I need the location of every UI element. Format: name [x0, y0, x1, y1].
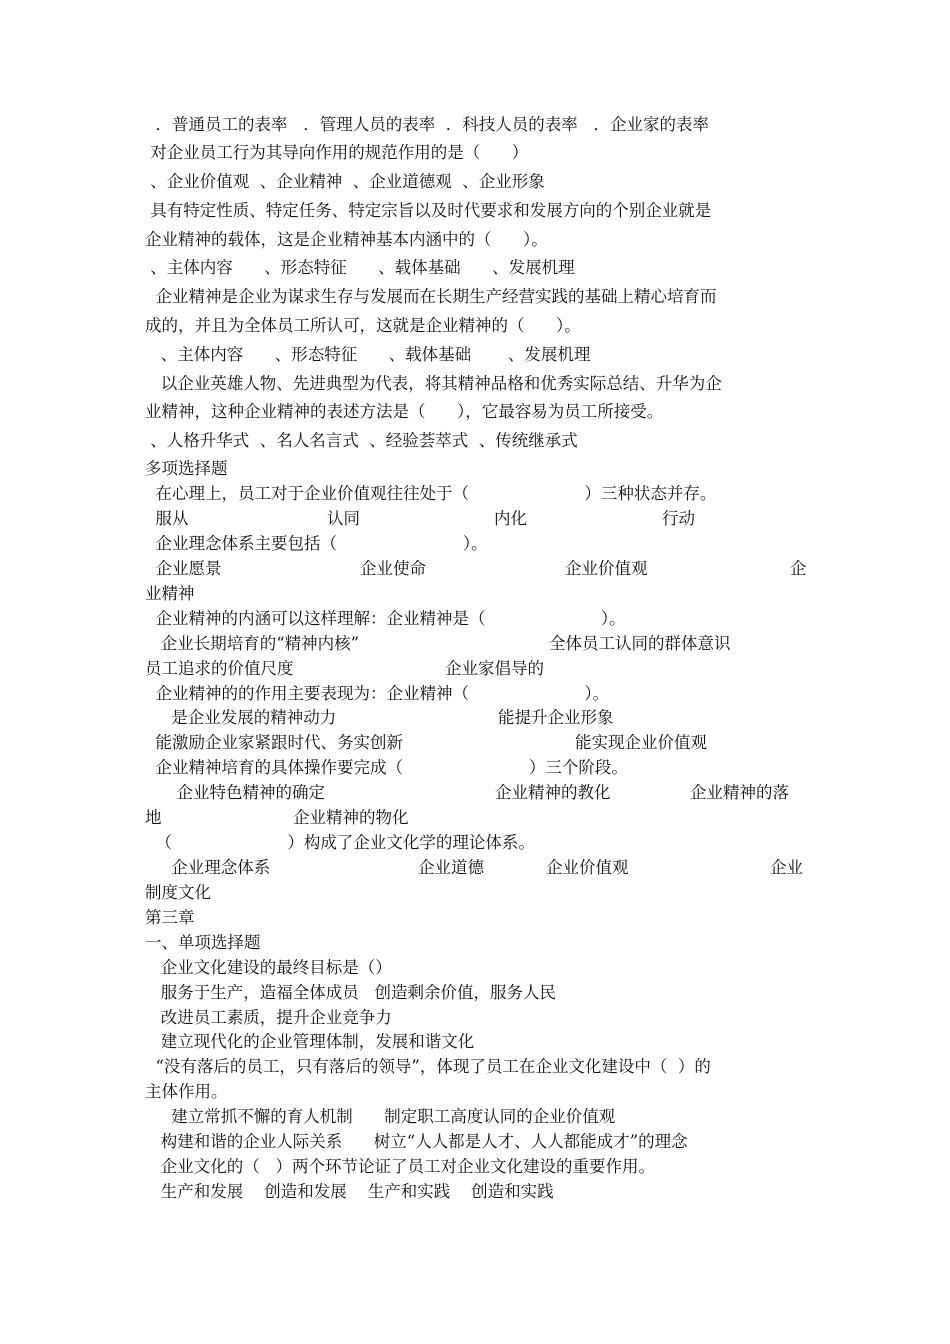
text-line: 服务于生产，造福全体成员 创造剩余价值，服务人民 — [145, 983, 556, 1002]
text-line: 行动 — [662, 509, 695, 528]
text-line: 具有特定性质、特定任务、特定宗旨以及时代要求和发展方向的个别企业就是 — [145, 201, 712, 220]
text-line: 员工追求的价值尺度 — [145, 659, 294, 678]
text-line: 地 — [145, 808, 162, 827]
text-line: 第三章 — [145, 908, 195, 927]
text-line: 企业精神是企业为谋求生存与发展而在长期生产经营实践的基础上精心培育而 — [145, 287, 717, 306]
text-line: 、企业价值观 、企业精神 、企业道德观 、企业形象 — [145, 172, 545, 191]
text-line: 企 — [790, 559, 807, 578]
text-line: 企业理念体系 — [145, 858, 271, 877]
text-line: 建立常抓不懈的育人机制 制定职工高度认同的企业价值观 — [145, 1107, 616, 1126]
text-line: 业精神，这种企业精神的表述方法是（ ），它最容易为员工所接受。 — [145, 402, 664, 421]
text-line: 企业使命 — [360, 559, 426, 578]
text-line: 企业愿景 — [145, 559, 222, 578]
text-line: 一、单项选择题 — [145, 933, 261, 952]
text-line: 建立现代化的企业管理体制，发展和谐文化 — [145, 1032, 475, 1051]
text-line: （ ）构成了企业文化学的理论体系。 — [145, 833, 535, 852]
text-line: 对企业员工行为其导向作用的规范作用的是（ ） — [145, 143, 529, 162]
text-line: 企业特色精神的确定 — [145, 783, 325, 802]
text-line: 业精神 — [145, 584, 195, 603]
text-line: 企业精神的的作用主要表现为：企业精神（ ）。 — [145, 684, 610, 703]
text-line: 成的，并且为全体员工所认可，这就是企业精神的（ ）。 — [145, 316, 581, 335]
text-line: 在心理上，员工对于企业价值观往往处于（ ）三种状态并存。 — [145, 484, 717, 503]
text-line: 企业文化的（ ）两个环节论证了员工对企业文化建设的重要作用。 — [145, 1157, 655, 1176]
text-line: 构建和谐的企业人际关系 树立“人人都是人才、人人都能成才”的理念 — [145, 1132, 688, 1151]
text-line: 多项选择题 — [145, 459, 228, 478]
text-line: 、主体内容 、形态特征 、载体基础 、发展机理 — [145, 345, 591, 364]
text-line: 企业精神的落 — [690, 783, 789, 802]
text-line: “没有落后的员工，只有落后的领导”，体现了员工在企业文化建设中（ ）的 — [145, 1057, 711, 1076]
text-line: 企业精神的内涵可以这样理解：企业精神是（ ）。 — [145, 609, 626, 628]
text-line: 主体作用。 — [145, 1082, 228, 1101]
text-line: ．普通员工的表率 ．管理人员的表率 ．科技人员的表率 ．企业家的表率 — [145, 115, 709, 134]
text-line: 企业精神的物化 — [293, 808, 409, 827]
text-line: 是企业发展的精神动力 — [145, 708, 337, 727]
text-line: 企业理念体系主要包括（ ）。 — [145, 534, 488, 553]
text-line: 内化 — [494, 509, 527, 528]
text-line: 企业道德 — [418, 858, 484, 877]
text-line: 企业价值观 — [546, 858, 629, 877]
text-line: 制度文化 — [145, 883, 211, 902]
text-line: 企业文化建设的最终目标是（） — [145, 958, 392, 977]
text-line: 企业精神的教化 — [495, 783, 611, 802]
text-line: 、主体内容 、形态特征 、载体基础 、发展机理 — [145, 258, 575, 277]
text-line: 能提升企业形象 — [498, 708, 614, 727]
text-line: 企业价值观 — [565, 559, 648, 578]
text-line: 、人格升华式 、名人名言式 、经验荟萃式 、传统继承式 — [145, 431, 578, 450]
text-line: 企业精神培育的具体操作要完成（ ）三个阶段。 — [145, 758, 628, 777]
text-line: 企业 — [770, 858, 803, 877]
text-line: 企业长期培育的“精神内核” — [145, 634, 360, 653]
text-line: 能激励企业家紧跟时代、务实创新 — [145, 733, 403, 752]
text-line: 改进员工素质，提升企业竞争力 — [145, 1008, 392, 1027]
text-line: 企业家倡导的 — [445, 659, 544, 678]
text-line: 全体员工认同的群体意识 — [549, 634, 731, 653]
text-line: 能实现企业价值观 — [575, 733, 707, 752]
text-line: 服从 — [145, 509, 189, 528]
text-line: 生产和发展 创造和发展 生产和实践 创造和实践 — [145, 1182, 554, 1201]
text-line: 以企业英雄人物、先进典型为代表，将其精神品格和优秀实际总结、升华为企 — [145, 374, 722, 393]
text-line: 认同 — [327, 509, 360, 528]
text-line: 企业精神的载体，这是企业精神基本内涵中的（ ）。 — [145, 230, 548, 249]
